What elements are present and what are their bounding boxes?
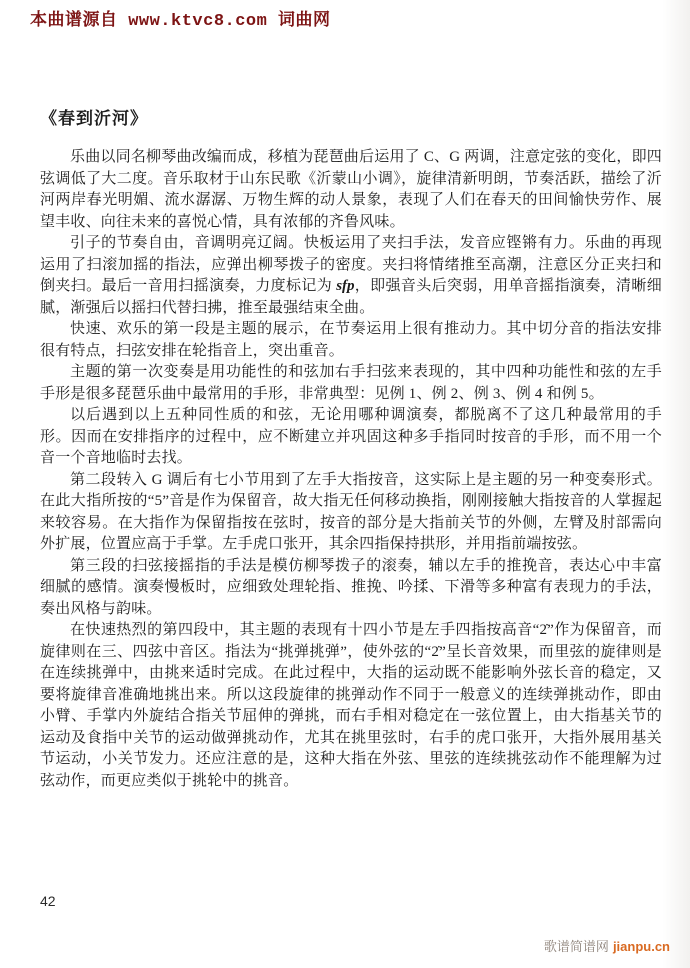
paragraph-intro-coda-text-cont: ，即强音头后突弱，用单音摇指演奏，清晰细腻，渐强后以摇扫代替扫拂，推至最强结束全曲。 [40,278,662,316]
paragraph-section-four: 在快速热烈的第四段中，其主题的表现有十四小节是左手四指按高音“2̇”作为保留音，而旋律则在三、四弦中音区。指法为“挑弹挑弹”，使外弦的“2̇”呈长音效果，而里弦的旋律则是在连续挑弹中，由挑来适时完成。在此过程中，大指的运动既不能影响外弦长音的稳定，又要将旋律音准确地挑出来。所以这段旋律的挑弹动作不同于一般意义的连续弹挑动作，即由小臂、手掌内外旋结合指关节屈伸的弹挑，而右手相对稳定在一弦位置上，由大指基关节的运动及食指中关节的运动做弹挑动作，尤其在挑里弦时，右手的虎口张开，大指外展用基关节运动，小关节发力。还应注意的是，这种大指在外弦、里弦的连续挑弦动作不能理解为过弦动作，而更应类似于挑轮中的挑音。 [40,622,662,789]
paragraph-intro-coda-text: 引子的节奏自由，音调明亮辽阔。快板运用了夹扫手法，发音应铿锵有力。乐曲的再现运用了扫滚加摇的指法，应弹出柳琴拨子的密度。夹扫将情绪推至高潮，注意区分正夹扫和倒夹扫。最后一音用扫摇演奏，力度标记为 [40,235,662,294]
source-watermark: 本曲谱源自 www.ktvc8.com 词曲网 [30,12,331,31]
paragraph-overview: 乐曲以同名柳琴曲改编而成，移植为琵琶曲后运用了 C、G 两调，注意定弦的变化，即四弦调低了大二度。音乐取材于山东民歌《沂蒙山小调》，旋律清新明朗，节奏活跃，描绘了沂河两岸春光明媚、流水潺潺、万物生辉的动人景象，表现了人们在春天的田间愉快劳作、展望丰收、向往未来的喜悦心情，具有浓郁的齐鲁风味。 [40,149,662,230]
article-body [40,108,662,792]
site-watermark [544,936,670,955]
site-name: 歌谱简谱网 [543,939,609,954]
paragraph-chord-hand-shapes: 以后遇到以上五种同性质的和弦，无论用哪种调演奏，都脱离不了这几种最常用的手形。因而在安排指序的过程中，应不断建立并巩固这种多手指同时按音的手形，而不用一个音一个音地临时去找。 [40,407,662,466]
paragraph-section-two: 第二段转入 G 调后有七小节用到了左手大指按音，这实际上是主题的另一种变奏形式。在此大指所按的“5”音是作为保留音，故大指无任何移动换指，刚刚接触大指按音的人掌握起来较容易。在大指作为保留指按在弦时，按音的部分是大指前关节的外侧，左臂及肘部需向外扩展，位置应高于手掌。左手虎口张开，其余四指保持拱形，并用指前端按弦。 [40,471,662,552]
site-url: jianpu.cn [612,939,670,954]
dynamic-marking-sfp: sfp [336,278,355,294]
paragraph-section-three: 第三段的扫弦接摇指的手法是模仿柳琴拨子的滚奏，辅以左手的推挽音，表达心中丰富细腻的感情。演奏慢板时，应细致处理轮指、推挽、吟揉、下滑等多种富有表现力的手法，奏出风格与韵味。 [40,557,662,617]
paragraph-intro-coda [40,233,662,319]
page-title: 《春到沂河》 [40,109,148,128]
paragraph-first-variation: 主题的第一次变奏是用功能性的和弦加右手扫弦来表现的，其中四种功能性和弦的左手手形是很多琵琶乐曲中最常用的手形，非常典型：见例 1、例 2、例 3、例 4 和例 5。 [40,364,662,402]
page-number: 42 [40,893,56,909]
paragraph-section-one: 快速、欢乐的第一段是主题的展示，在节奏运用上很有推动力。其中切分音的指法安排很有特点，扫弦安排在轮指音上，突出重音。 [40,321,662,359]
